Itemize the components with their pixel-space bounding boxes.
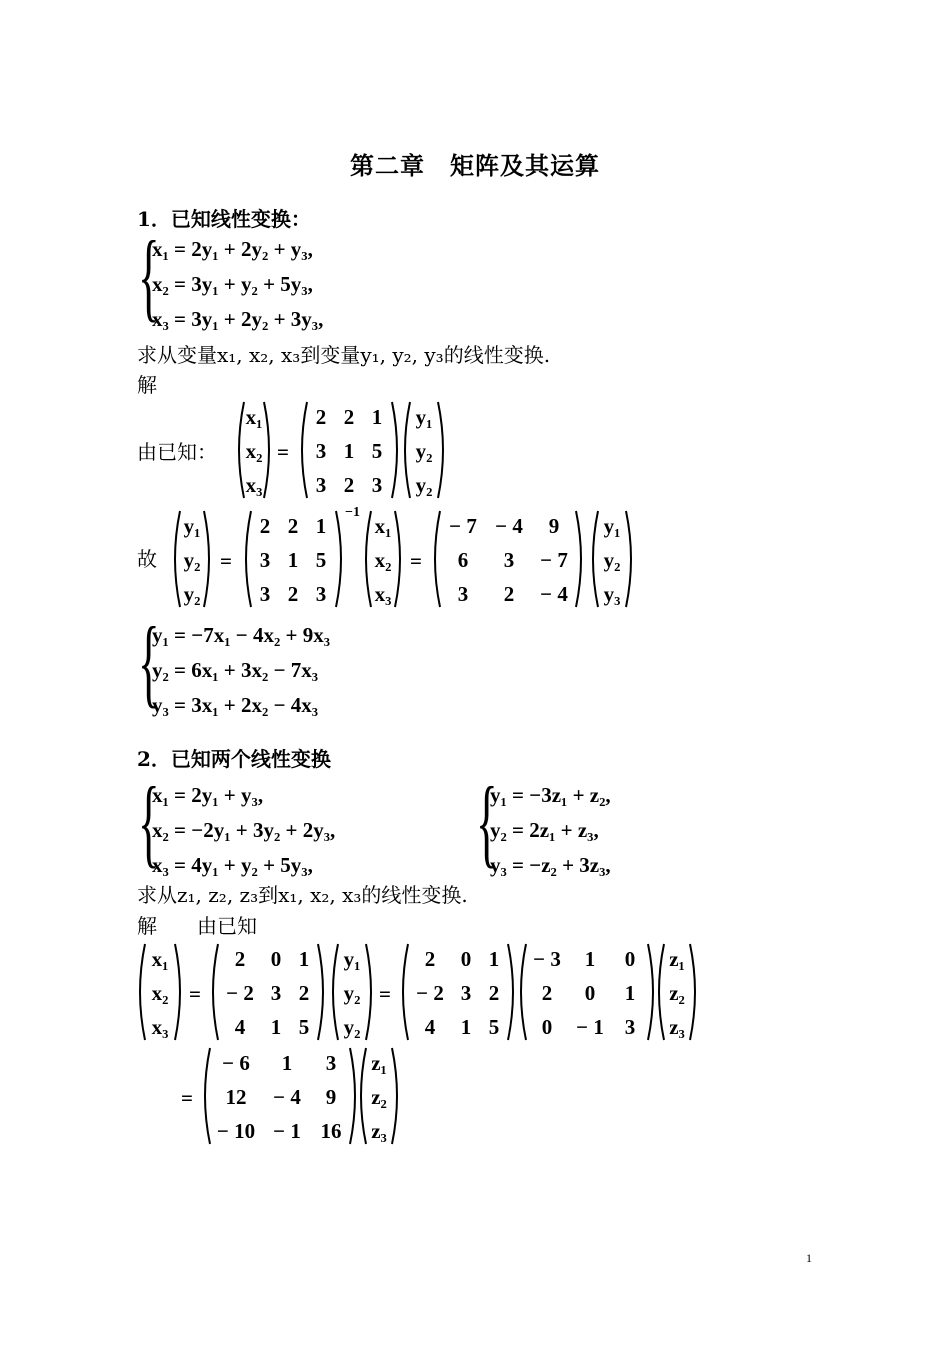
equals-sign: = <box>220 549 232 573</box>
vector-entry: z₂ <box>669 981 685 1005</box>
vector-entry: z₂ <box>371 1085 387 1109</box>
matrix-cell: 0 <box>584 981 596 1005</box>
vector-entry: y₂ <box>183 582 201 606</box>
vector-z <box>656 942 698 1042</box>
vector-entry: x₁ <box>374 514 392 538</box>
matrix-cell: 9 <box>325 1085 337 1109</box>
inverse-result-matrix <box>432 509 584 609</box>
matrix-cell: 1 <box>270 1015 282 1039</box>
vector-entry: x₂ <box>374 548 392 572</box>
vector-x <box>137 942 183 1042</box>
matrix-cell: 3 <box>315 473 327 497</box>
equation-line: y₁ = −3z₁ + z₂, <box>490 783 611 807</box>
matrix-cell: 3 <box>460 981 472 1005</box>
vector-y <box>590 509 634 609</box>
equals-sign: = <box>181 1086 193 1110</box>
equation-line: y₃ = 3x₁ + 2x₂ − 4x₃ <box>152 693 319 717</box>
matrix-cell: 3 <box>503 548 515 572</box>
matrix-cell: 3 <box>315 582 327 606</box>
matrix-cell: 1 <box>281 1051 293 1075</box>
matrix-cell: 5 <box>315 548 327 572</box>
problem-2-heading: 2．已知两个线性变换 <box>137 747 331 771</box>
matrix-cell: 0 <box>460 947 472 971</box>
problem-2-system-left <box>152 778 335 883</box>
matrix-a <box>400 942 516 1042</box>
vector-entry: y₃ <box>603 582 621 606</box>
left-brace: { <box>138 606 160 717</box>
equation-line: x₃ = 3y₁ + 2y₂ + 3y₃, <box>152 307 324 331</box>
vector-entry: x₃ <box>151 1015 169 1039</box>
vector-y <box>172 509 212 609</box>
left-brace: { <box>476 766 498 877</box>
matrix-cell: 2 <box>259 514 271 538</box>
left-brace: { <box>138 220 160 331</box>
matrix-cell: 1 <box>584 947 596 971</box>
matrix-cell: 0 <box>270 947 282 971</box>
matrix-cell: 1 <box>371 405 383 429</box>
matrix-cell: 3 <box>325 1051 337 1075</box>
matrix-b <box>518 942 656 1042</box>
vector-entry: y₂ <box>343 981 361 1005</box>
matrix-cell: 2 <box>287 582 299 606</box>
equation-line: x₂ = −2y₁ + 3y₂ + 2y₃, <box>152 818 336 842</box>
solution-label: 解 由已知 <box>137 914 257 938</box>
equation-line: x₁ = 2y₁ + y₃, <box>152 783 264 807</box>
matrix-cell: 1 <box>488 947 500 971</box>
vector-z <box>358 1046 400 1146</box>
solution-label: 解 <box>137 373 157 397</box>
matrix-cell: 2 <box>424 947 436 971</box>
vector-entry: y₂ <box>343 1015 361 1039</box>
matrix-cell: 1 <box>298 947 310 971</box>
coefficient-matrix <box>299 400 400 500</box>
matrix-cell: 3 <box>624 1015 636 1039</box>
matrix-cell: − 1 <box>576 1015 604 1039</box>
matrix-cell: − 7 <box>540 548 568 572</box>
matrix-cell: 2 <box>315 405 327 429</box>
matrix-cell: 9 <box>548 514 560 538</box>
matrix-cell: − 2 <box>226 981 254 1005</box>
vector-entry: z₃ <box>371 1119 387 1143</box>
vector-x <box>363 509 403 609</box>
equation-line: x₁ = 2y₁ + 2y₂ + y₃, <box>152 237 313 261</box>
problem-1-question: 求从变量x₁, x₂, x₃到变量y₁, y₂, y₃的线性变换. <box>137 343 551 367</box>
vector-y <box>330 942 374 1042</box>
matrix-cell: 6 <box>457 548 469 572</box>
matrix-cell: − 4 <box>540 582 568 606</box>
equals-sign: = <box>189 982 201 1006</box>
matrix-cell: 3 <box>371 473 383 497</box>
vector-entry: x₃ <box>245 473 263 497</box>
problem-2-question: 求从z₁, z₂, z₃到x₁, x₂, x₃的线性变换. <box>137 883 468 907</box>
vector-entry: y₁ <box>415 405 433 429</box>
page-number: 1 <box>806 1251 812 1265</box>
therefore-label: 故 <box>137 547 157 571</box>
vector-entry: z₁ <box>371 1051 387 1075</box>
matrix-cell: 3 <box>270 981 282 1005</box>
matrix-a <box>210 942 326 1042</box>
matrix-cell: 3 <box>315 439 327 463</box>
vector-entry: z₁ <box>669 947 685 971</box>
matrix-cell: 4 <box>234 1015 246 1039</box>
matrix-cell: 1 <box>343 439 355 463</box>
result-system <box>152 618 330 723</box>
matrix-cell: − 6 <box>222 1051 250 1075</box>
equation-line: y₂ = 6x₁ + 3x₂ − 7x₃ <box>152 658 319 682</box>
matrix-cell: 12 <box>225 1085 247 1109</box>
inverse-exponent: −1 <box>345 505 360 520</box>
matrix-cell: 5 <box>371 439 383 463</box>
matrix-cell: 0 <box>624 947 636 971</box>
vector-entry: x₂ <box>245 439 263 463</box>
matrix-cell: − 4 <box>495 514 523 538</box>
matrix-cell: − 1 <box>273 1119 301 1143</box>
vector-y <box>402 400 446 500</box>
coefficient-matrix <box>243 509 344 609</box>
matrix-cell: 16 <box>320 1119 342 1143</box>
matrix-cell: 5 <box>298 1015 310 1039</box>
matrix-cell: 1 <box>460 1015 472 1039</box>
matrix-cell: 3 <box>259 548 271 572</box>
matrix-cell: 2 <box>343 405 355 429</box>
vector-entry: x₂ <box>151 981 169 1005</box>
equation-line: x₃ = 4y₁ + y₂ + 5y₃, <box>152 853 313 877</box>
matrix-cell: 2 <box>298 981 310 1005</box>
matrix-c <box>202 1046 358 1146</box>
matrix-cell: 2 <box>234 947 246 971</box>
chapter-title: 第二章 矩阵及其运算 <box>350 151 600 180</box>
matrix-cell: − 3 <box>533 947 561 971</box>
vector-entry: x₁ <box>151 947 169 971</box>
matrix-cell: 2 <box>343 473 355 497</box>
matrix-cell: 3 <box>259 582 271 606</box>
vector-entry: y₁ <box>603 514 621 538</box>
equation-line: y₂ = 2z₁ + z₃, <box>490 818 599 842</box>
vector-entry: z₃ <box>669 1015 685 1039</box>
left-brace: { <box>138 766 160 877</box>
vector-entry: y₂ <box>603 548 621 572</box>
matrix-cell: 5 <box>488 1015 500 1039</box>
vector-entry: y₂ <box>415 473 433 497</box>
problem-2-system-right <box>490 778 611 883</box>
equals-sign: = <box>277 440 289 464</box>
problem-1-heading: 1．已知线性变换： <box>137 207 311 231</box>
matrix-cell: 2 <box>503 582 515 606</box>
matrix-cell: 2 <box>541 981 553 1005</box>
matrix-cell: − 2 <box>416 981 444 1005</box>
matrix-cell: 1 <box>624 981 636 1005</box>
vector-x <box>236 400 272 500</box>
vector-entry: y₁ <box>343 947 361 971</box>
matrix-cell: 0 <box>541 1015 553 1039</box>
problem-1-system <box>152 232 323 337</box>
matrix-cell: − 4 <box>273 1085 301 1109</box>
vector-entry: x₁ <box>245 405 263 429</box>
matrix-cell: − 10 <box>216 1119 256 1143</box>
vector-entry: y₁ <box>183 514 201 538</box>
vector-entry: y₂ <box>183 548 201 572</box>
equation-line: y₃ = −z₂ + 3z₃, <box>490 853 611 877</box>
known-label: 由已知： <box>137 440 217 464</box>
matrix-cell: 4 <box>424 1015 436 1039</box>
matrix-cell: 2 <box>488 981 500 1005</box>
equation-line: y₁ = −7x₁ − 4x₂ + 9x₃ <box>152 623 331 647</box>
matrix-cell: 3 <box>457 582 469 606</box>
equation-line: x₂ = 3y₁ + y₂ + 5y₃, <box>152 272 313 296</box>
matrix-cell: 1 <box>315 514 327 538</box>
matrix-cell: 1 <box>287 548 299 572</box>
matrix-cell: 2 <box>287 514 299 538</box>
vector-entry: x₃ <box>374 582 392 606</box>
equals-sign: = <box>410 549 422 573</box>
vector-entry: y₂ <box>415 439 433 463</box>
equals-sign: = <box>379 982 391 1006</box>
matrix-cell: − 7 <box>449 514 477 538</box>
